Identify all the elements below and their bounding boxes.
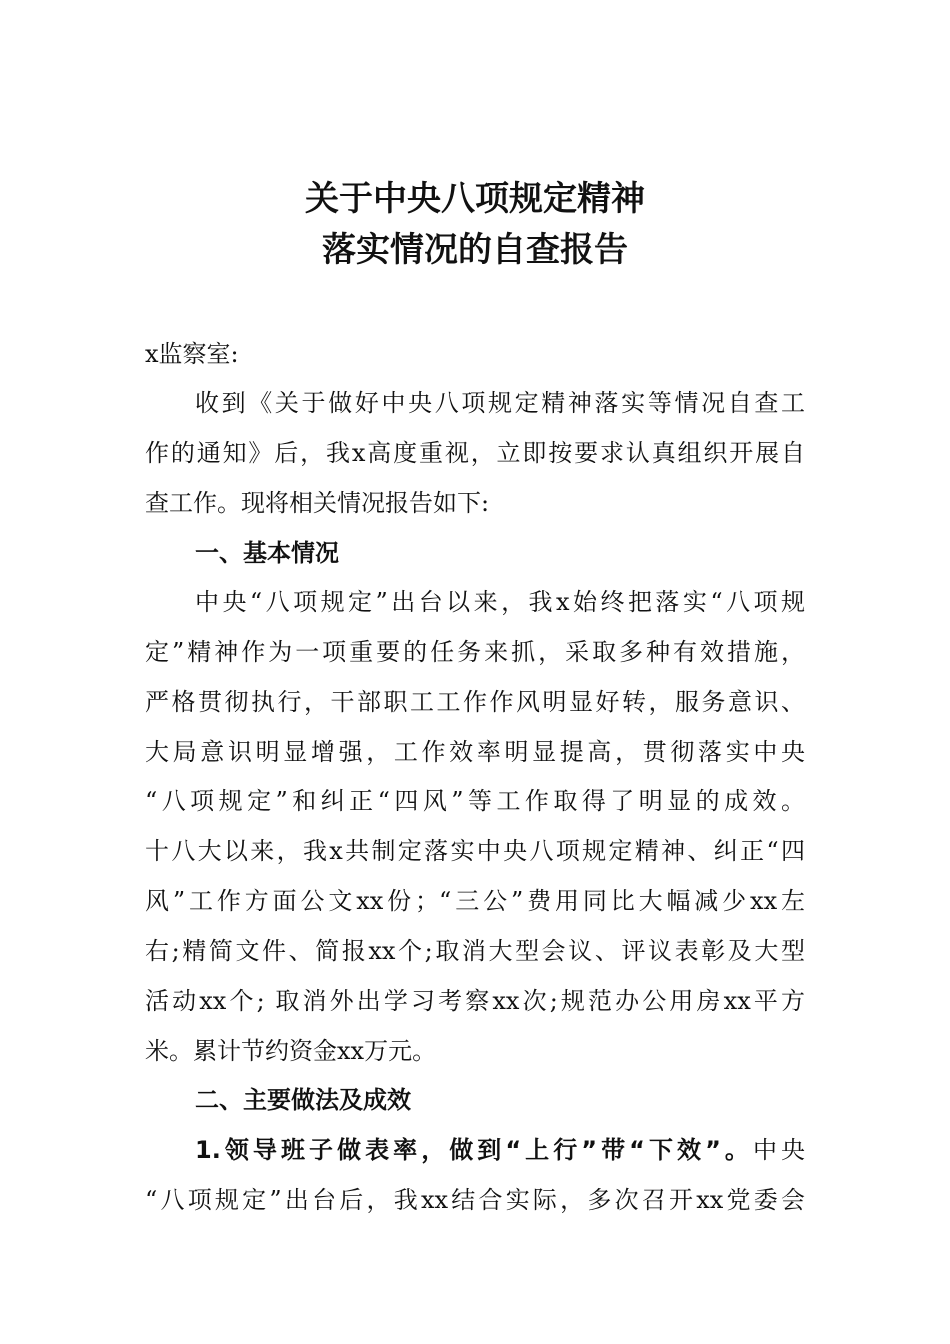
paragraph-1-line-1: 收到《关于做好中央八项规定精神落实等情况自查工 (195, 389, 805, 417)
document-title-line-2: 落实情况的自查报告 (322, 230, 628, 270)
paragraph-2-line-5: “八项规定”和纠正“四风”等工作取得了明显的成效。 (145, 787, 805, 815)
paragraph-2-line-2: 定”精神作为一项重要的任务来抓，采取多种有效措施， (145, 638, 805, 666)
paragraph-2-line-8: 右;精简文件、简报xx个;取消大型会议、评议表彰及大型 (145, 937, 805, 965)
paragraph-1-line-2: 作的通知》后，我x高度重视，立即按要求认真组织开展自 (145, 439, 805, 467)
paragraph-1-line-3: 查工作。现将相关情况报告如下: (145, 489, 490, 517)
paragraph-3-lead: 1.领导班子做表率，做到“上行”带“下效”。 (195, 1136, 753, 1164)
paragraph-2-line-7: 风”工作方面公文xx份；“三公”费用同比大幅减少xx左 (145, 887, 805, 915)
paragraph-2-line-4: 大局意识明显增强，工作效率明显提高，贯彻落实中央 (145, 738, 805, 766)
paragraph-2-line-10: 米。累计节约资金xx万元。 (145, 1037, 437, 1065)
document-title-line-1: 关于中央八项规定精神 (305, 179, 645, 219)
paragraph-2-line-6: 十八大以来，我x共制定落实中央八项规定精神、纠正“四 (145, 837, 805, 865)
section-heading-1: 一、基本情况 (195, 539, 339, 567)
paragraph-2-line-9: 活动xx个; 取消外出学习考察xx次;规范办公用房xx平方 (145, 987, 805, 1015)
paragraph-3-line-2: “八项规定”出台后，我xx结合实际，多次召开xx党委会 (145, 1186, 805, 1214)
paragraph-3-line-1 (195, 1134, 805, 1166)
section-heading-2: 二、主要做法及成效 (195, 1086, 411, 1114)
paragraph-2-line-1: 中央“八项规定”出台以来，我x始终把落实“八项规 (195, 588, 805, 616)
paragraph-3-rest: 中央 (752, 1136, 806, 1164)
paragraph-2-line-3: 严格贯彻执行，干部职工工作作风明显好转，服务意识、 (145, 688, 805, 716)
salutation: x监察室: (145, 340, 239, 368)
